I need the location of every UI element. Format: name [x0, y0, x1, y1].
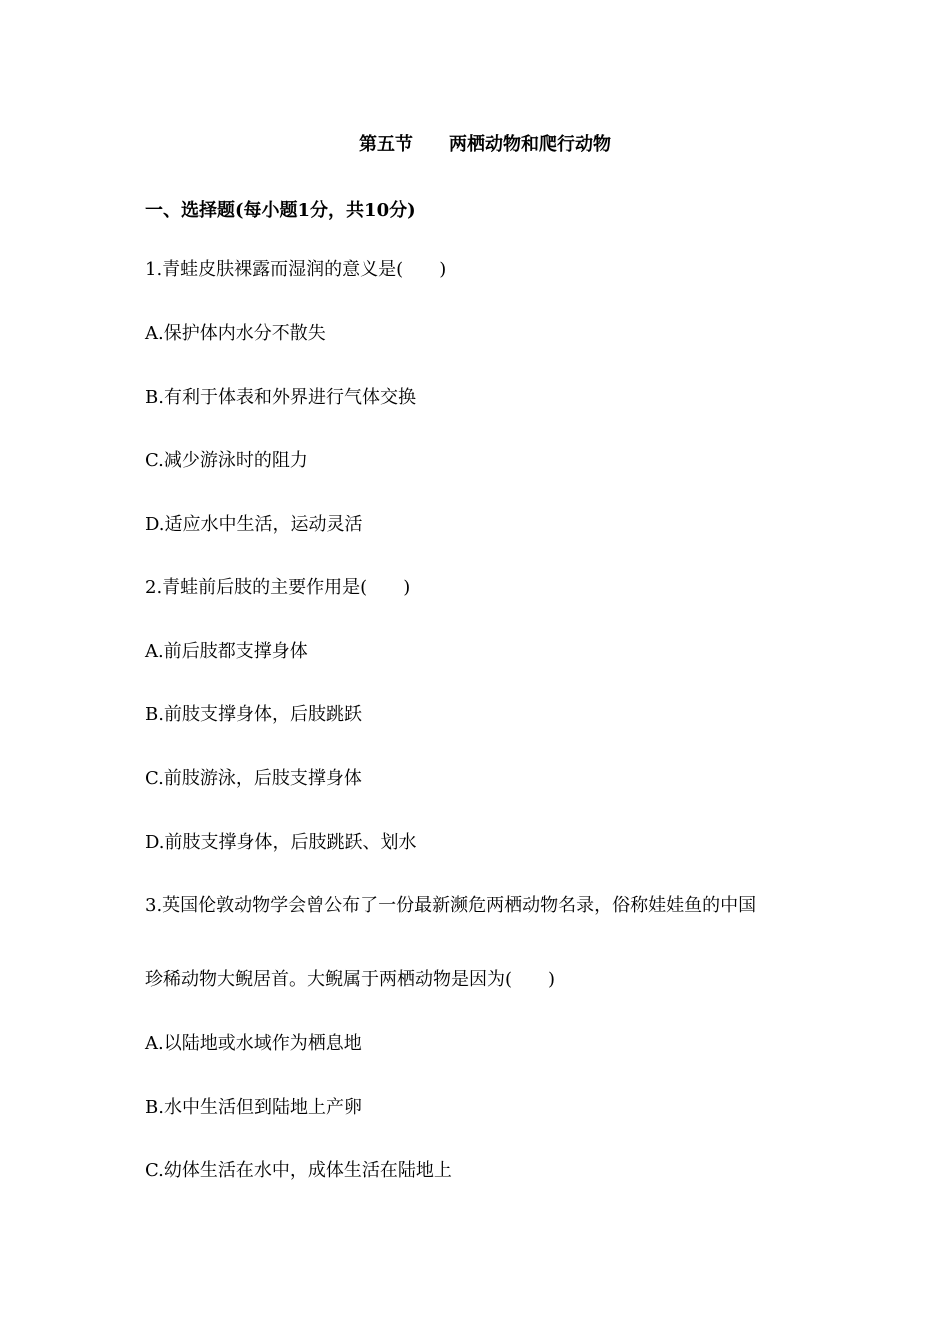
section-heading: 一、选择题(每小题1分，共10分) [145, 200, 416, 221]
question-3-stem-line-2: 珍稀动物大鲵居首。大鲵属于两栖动物是因为( ) [145, 969, 556, 990]
question-1-option-b: B.有利于体表和外界进行气体交换 [145, 387, 416, 408]
question-3-option-c: C.幼体生活在水中，成体生活在陆地上 [145, 1160, 452, 1181]
question-1-stem: 1.青蛙皮肤裸露而湿润的意义是( ) [145, 259, 447, 280]
question-2-option-a: A.前后肢都支撑身体 [145, 641, 308, 662]
question-3-option-a: A.以陆地或水域作为栖息地 [145, 1033, 362, 1054]
question-3-option-b: B.水中生活但到陆地上产卵 [145, 1097, 362, 1118]
question-2-stem: 2.青蛙前后肢的主要作用是( ) [145, 577, 411, 598]
question-2-option-c: C.前肢游泳，后肢支撑身体 [145, 768, 362, 789]
page-title: 第五节 两栖动物和爬行动物 [359, 134, 611, 155]
question-1-option-c: C.减少游泳时的阻力 [145, 450, 308, 471]
question-3-stem-line-1: 3.英国伦敦动物学会曾公布了一份最新濒危两栖动物名录，俗称娃娃鱼的中国 [145, 895, 757, 916]
question-2-option-d: D.前肢支撑身体，后肢跳跃、划水 [145, 832, 417, 853]
question-2-option-b: B.前肢支撑身体，后肢跳跃 [145, 704, 362, 725]
question-1-option-d: D.适应水中生活，运动灵活 [145, 514, 363, 535]
question-1-option-a: A.保护体内水分不散失 [145, 323, 326, 344]
